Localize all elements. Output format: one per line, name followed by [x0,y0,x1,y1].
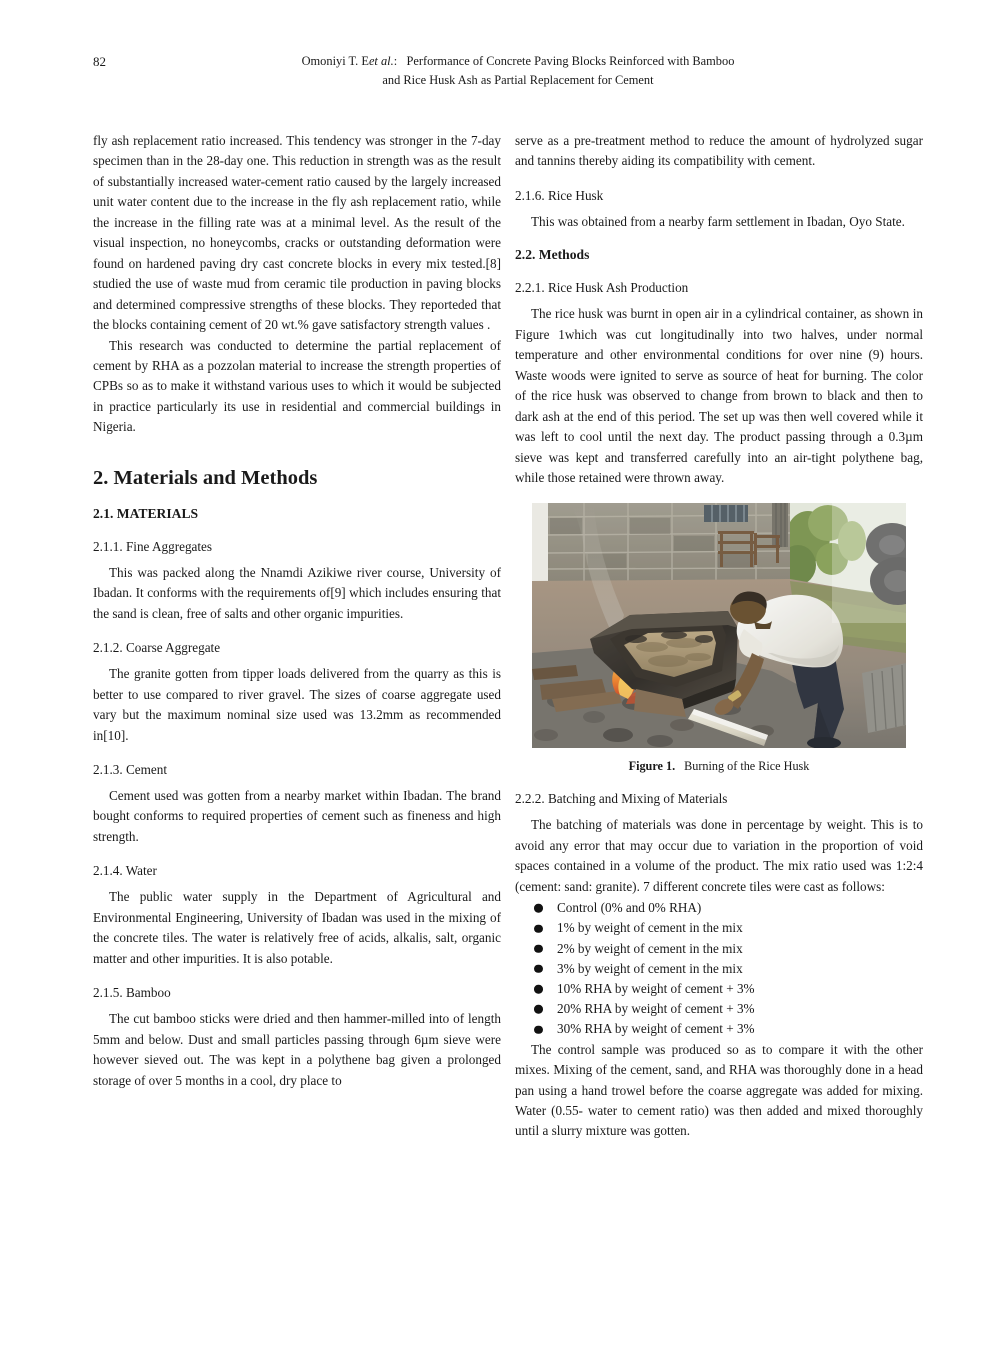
heading-2-1-6-rice-husk: 2.1.6. Rice Husk [515,187,604,203]
paragraph-batching-and-mixing: The batching of materials was done in percentage by weight. This is to avoid any error that may occur due to variation in the proportion of void spaces contained in a volume of the product. The mix ratio used was 1:2:4 (cement: sand: granite). 7 different concrete tiles were cast as follows: [515,817,923,894]
heading-2-2-2-batching-and-mixing: 2.2.2. Batching and Mixing of Materials [515,791,728,807]
running-head-line-2: and Rice Husk Ash as Partial Replacement for Cement [382,73,654,87]
list-item-label: 3% by weight of cement in the mix [557,960,743,976]
mix-composition-list [515,898,923,1039]
paragraph-fine-aggregates: This was packed along the Nnamdi Azikiwe river course, University of Ibadan. It conforms with the requirements of[9] which includes ensuring that the sand is clean, free of salts and other organic impurities. [93,564,501,621]
running-head-line-1 [153,52,883,71]
heading-2-1-2-coarse-aggregate: 2.1.2. Coarse Aggregate [93,640,221,656]
paragraph-research-objective: This research was conducted to determine the partial replacement of cement by RHA as a pozzolan material to increase the strength properties of CPBs so as to make it withstand various uses to which it would be subjected in practice particularly its use in residential and commercial buildings in Nigeria. [93,337,501,435]
figure-1-caption [515,758,923,775]
heading-2-2-1-rice-husk-ash-production: 2.2.1. Rice Husk Ash Production [515,280,689,296]
figure-1-number: Figure 1. [628,759,676,774]
list-item-label: 20% RHA by weight of cement + 3% [557,1001,755,1017]
running-head [93,52,923,90]
heading-materials-and-methods: 2. Materials and Methods [93,466,318,489]
bullet-icon [534,985,543,994]
left-column [93,131,501,1091]
bullet-icon [534,924,543,933]
list-item [515,898,923,918]
heading-2-1-1-fine-aggregates: 2.1.1. Fine Aggregates [93,538,213,554]
list-item [515,939,923,959]
paragraph-water: The public water supply in the Department of Agricultural and Environmental Engineering, University of Ibadan was used in the mixing of the concrete tiles. The water is relatively free of acids, alkalis, salt, organic matter and other impurities. It is also potable. [93,889,501,966]
list-item [515,979,923,999]
list-item-label: 2% by weight of cement in the mix [557,940,743,956]
list-item-label: 1% by weight of cement in the mix [557,920,743,936]
paragraph-bamboo: The cut bamboo sticks were dried and then hammer-milled into of length 5mm and below. Dust and small particles passing through 6µm sieve were however sieved out. The was kept in a polythene bag given a prolonged storage of over 5 months in a cool, dry place to [93,1011,501,1088]
heading-2-1-4-water: 2.1.4. Water [93,863,157,879]
paragraph-rice-husk-ash-production: The rice husk was burnt in open air in a cylindrical container, as shown in Figure 1which was cut longitudinally into two halves, under normal temperature and other environmental conditions for over nine (9) hours. Waste woods were ignited to serve as source of heat for burning. The color of the rice husk was observed to change from brown to black and then to dark ash at the end of this period. The set up was then well covered while it was left to cool until the next day. The product passing through a 0.3µm sieve was kept and transferred carefully into an air-tight polythene bag, while those retained were thrown away. [515,306,923,485]
right-column [515,131,923,1142]
rice-husk-burning-illustration [532,503,906,748]
heading-2-1-materials: 2.1. MATERIALS [93,505,199,521]
figure-1 [515,503,923,775]
figure-1-caption-text: Burning of the Rice Husk [684,759,810,774]
bullet-icon [534,1025,543,1034]
paragraph-pretreatment-continued: serve as a pre-treatment method to reduce the amount of hydrolyzed sugar and tannins thereby aiding its compatibility with cement. [515,133,923,169]
paragraph-control-sample: The control sample was produced so as to compare it with the other mixes. Mixing of the cement, sand, and RHA was thoroughly done in a head pan using a hand trowel before the coarse aggregate was added for mixing. Water (0.55- water to cement ratio) was then added and mixed thoroughly until a slurry mixture was gotten. [515,1041,923,1139]
heading-2-1-5-bamboo: 2.1.5. Bamboo [93,985,171,1001]
list-item [515,918,923,938]
bullet-icon [534,945,543,954]
paragraph-coarse-aggregate: The granite gotten from tipper loads delivered from the quarry as this is better to use compared to river gravel. The sizes of coarse aggregate used vary but the maximum nominal size used was 13.2mm as recommended in[10]. [93,666,501,743]
bullet-icon [534,965,543,974]
page-number: 82 [93,54,106,69]
list-item [515,959,923,979]
heading-2-2-methods: 2.2. Methods [515,247,590,263]
paragraph-cement: Cement used was gotten from a nearby market within Ibadan. The brand bought conforms to required properties of cement such as fineness and high strength. [93,787,501,844]
paragraph-rice-husk: This was obtained from a nearby farm settlement in Ibadan, Oyo State. [531,213,905,229]
heading-2-1-3-cement: 2.1.3. Cement [93,761,167,777]
bullet-icon [534,904,543,913]
list-item-label: Control (0% and 0% RHA) [557,900,702,916]
list-item-label: 10% RHA by weight of cement + 3% [557,981,755,997]
running-head-colon: : [393,54,398,68]
figure-1-photo [532,503,906,748]
bullet-icon [534,1005,543,1014]
running-head-title [93,52,923,90]
running-head-title-line-1: Performance of Concrete Paving Blocks Reinforced with Bamboo [406,54,735,68]
running-head-etal: et al. [368,54,394,68]
running-head-authors: Omoniyi T. E [301,54,369,68]
list-item-label: 30% RHA by weight of cement + 3% [557,1021,755,1037]
paragraph-flyash-continued: fly ash replacement ratio increased. This tendency was stronger in the 7-day specimen than in the 28-day one. This reduction in strength was as the result of substantially increased water-cement ratio caused by the largely increased unit water content due to the increase in the fly ash replacement ratio, while the increase in the filling rate was at a minimal level. As the result of the visual inspection, no honeycombs, cracks or outstanding deformation were found on hardened paving dry cast concrete blocks in every mix tested.[8] studied the use of waste mud from ceramic tile production in paving blocks and determined compressive strengths of these blocks. They reporteded that the blocks containing cement of 20 wt.% gave satisfactory strength values . [93,133,501,333]
list-item [515,1019,923,1039]
list-item [515,999,923,1019]
